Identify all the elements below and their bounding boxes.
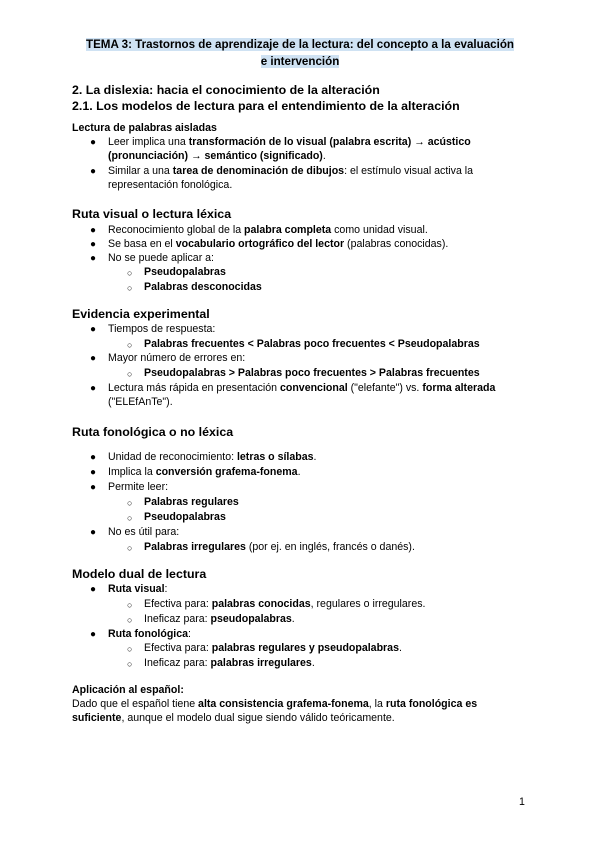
heading-lectura-palabras-aisladas: Lectura de palabras aisladas	[72, 122, 217, 134]
circle-bullet-icon: ○	[127, 268, 133, 278]
sub-list-item: Pseudopalabras	[144, 266, 226, 278]
bullet-icon: ●	[90, 629, 97, 640]
bullet-icon: ●	[90, 324, 97, 335]
heading-modelo-dual: Modelo dual de lectura	[72, 567, 207, 581]
sub-list-item: Palabras frecuentes < Palabras poco frecuentes < Pseudopalabras	[144, 338, 480, 350]
list-item: Mayor número de errores en:	[108, 352, 246, 364]
list-item: Tiempos de respuesta:	[108, 323, 216, 335]
heading-aplicacion-espanol: Aplicación al español:	[72, 684, 184, 696]
sub-list-item: Palabras desconocidas	[144, 281, 262, 293]
circle-bullet-icon: ○	[127, 369, 133, 379]
sub-list-item: Efectiva para: palabras conocidas, regulares o irregulares.	[144, 598, 426, 610]
list-item: No se puede aplicar a:	[108, 252, 215, 264]
bullet-icon: ●	[90, 166, 97, 177]
heading-modelos-lectura: 2.1. Los modelos de lectura para el entendimiento de la alteración	[72, 99, 460, 113]
bullet-icon: ●	[90, 239, 97, 250]
heading-dislexia: 2. La dislexia: hacia el conocimiento de la alteración	[72, 83, 380, 97]
title-line-2: e intervención	[260, 55, 340, 68]
heading-ruta-visual: Ruta visual o lectura léxica	[72, 207, 232, 221]
sub-list-item: Ineficaz para: palabras irregulares.	[144, 657, 315, 669]
sub-list-item: Ineficaz para: pseudopalabras.	[144, 613, 295, 625]
circle-bullet-icon: ○	[127, 644, 133, 654]
title-line-1: TEMA 3: Trastornos de aprendizaje de la lectura: del concepto a la evaluación	[85, 38, 515, 51]
circle-bullet-icon: ○	[127, 340, 133, 350]
bullet-icon: ●	[90, 467, 97, 478]
circle-bullet-icon: ○	[127, 615, 133, 625]
bullet-icon: ●	[90, 452, 97, 463]
sub-list-item: Palabras irregulares (por ej. en inglés, francés o danés).	[144, 541, 415, 553]
bullet-icon: ●	[90, 253, 97, 264]
bullet-icon: ●	[90, 353, 97, 364]
sub-list-item: Efectiva para: palabras regulares y pseudopalabras.	[144, 642, 402, 654]
list-item: Unidad de reconocimiento: letras o sílabas.	[108, 451, 317, 463]
sub-list-item: Pseudopalabras > Palabras poco frecuentes > Palabras frecuentes	[144, 367, 480, 379]
list-item: Leer implica una transformación de lo visual (palabra escrita) → acústico (pronunciación) → semántico (significado).	[108, 136, 471, 163]
list-item: Permite leer:	[108, 481, 169, 493]
bullet-icon: ●	[90, 383, 97, 394]
list-item: Ruta visual:	[108, 583, 168, 595]
list-item: Lectura más rápida en presentación convencional ("elefante") vs. forma alterada ("ELEfAnTe").	[108, 382, 496, 409]
sub-list-item: Pseudopalabras	[144, 511, 226, 523]
page-number: 1	[519, 796, 525, 808]
heading-evidencia-experimental: Evidencia experimental	[72, 307, 210, 321]
list-item: Se basa en el vocabulario ortográfico del lector (palabras conocidas).	[108, 238, 449, 250]
sub-list-item: Palabras regulares	[144, 496, 239, 508]
list-item: Ruta fonológica:	[108, 628, 191, 640]
list-item: Implica la conversión grafema-fonema.	[108, 466, 301, 478]
bullet-icon: ●	[90, 482, 97, 493]
list-item: Similar a una tarea de denominación de dibujos: el estímulo visual activa la representación fonológica.	[108, 165, 474, 192]
circle-bullet-icon: ○	[127, 513, 133, 523]
document-title	[72, 36, 528, 70]
circle-bullet-icon: ○	[127, 283, 133, 293]
list-item: No es útil para:	[108, 526, 180, 538]
list-item: Reconocimiento global de la palabra completa como unidad visual.	[108, 224, 428, 236]
circle-bullet-icon: ○	[127, 498, 133, 508]
circle-bullet-icon: ○	[127, 543, 133, 553]
bullet-icon: ●	[90, 137, 97, 148]
bullet-icon: ●	[90, 527, 97, 538]
paragraph-aplicacion: Dado que el español tiene alta consistencia grafema-fonema, la ruta fonológica es suficiente, aunque el modelo dual sigue siendo válido teóricamente.	[72, 698, 478, 725]
heading-ruta-fonologica: Ruta fonológica o no léxica	[72, 425, 234, 439]
bullet-icon: ●	[90, 225, 97, 236]
bullet-icon: ●	[90, 584, 97, 595]
circle-bullet-icon: ○	[127, 659, 133, 669]
circle-bullet-icon: ○	[127, 600, 133, 610]
